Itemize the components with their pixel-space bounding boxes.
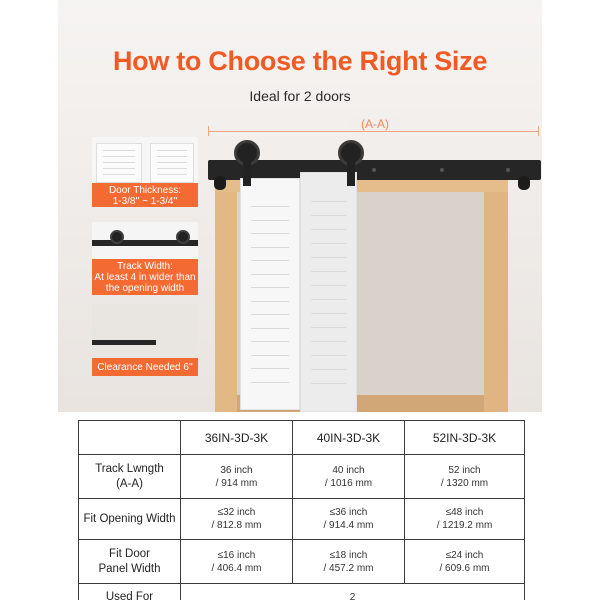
door-louver-slat xyxy=(103,174,135,175)
table-cell xyxy=(405,540,525,584)
door-louver-slat xyxy=(251,287,289,288)
door-louver-slat xyxy=(311,215,346,216)
door-louver-slat xyxy=(157,150,187,151)
table-header-cell: 36IN-3D-3K xyxy=(181,421,293,455)
hanger-wheel-left xyxy=(234,140,260,186)
bifold-door-panel-left xyxy=(240,178,300,410)
door-louver-slat xyxy=(157,168,187,169)
track-length-measure-line xyxy=(208,131,538,132)
door-louver-slat xyxy=(311,257,346,258)
door-louver-slat xyxy=(103,150,135,151)
door-louver-slat xyxy=(311,285,346,286)
door-louver-slat xyxy=(251,314,289,315)
cell-line: 40 inch xyxy=(332,464,365,476)
door-frame-left xyxy=(215,182,237,412)
door-louver-slat xyxy=(251,341,289,342)
card-label-line: At least 4 in wider than xyxy=(94,272,196,283)
cell-line: / 457.2 mm xyxy=(323,562,374,574)
door-louver-slat xyxy=(251,206,289,207)
row-label-line: Fit Opening Width xyxy=(83,512,176,525)
track-sample xyxy=(92,340,156,345)
door-louver-slat xyxy=(251,301,289,302)
table-cell xyxy=(181,540,293,584)
door-louver-slat xyxy=(311,341,346,342)
door-louver-slat xyxy=(251,220,289,221)
door-sample xyxy=(150,143,194,183)
wheel-icon xyxy=(176,230,190,244)
cell-line: / 914.4 mm xyxy=(323,520,374,531)
cell-line: / 1320 mm xyxy=(440,477,489,489)
door-louver-slat xyxy=(157,174,187,175)
door-louver-slat xyxy=(311,355,346,356)
door-louver-slat xyxy=(311,299,346,300)
door-louver-slat xyxy=(251,355,289,356)
clearance-label: Clearance Needed 6'' xyxy=(92,358,198,376)
door-louver-slat xyxy=(311,369,346,370)
cell-line: / 914 mm xyxy=(215,477,258,489)
table-header-cell: 52IN-3D-3K xyxy=(405,421,525,455)
door-louver-slat xyxy=(311,271,346,272)
table-row xyxy=(79,584,525,600)
door-louver-slat xyxy=(311,383,346,384)
table-header-row xyxy=(79,421,525,455)
door-louver-slat xyxy=(251,260,289,261)
cell-line: ≤48 inch xyxy=(445,507,484,518)
row-label xyxy=(79,540,181,584)
clearance-photo xyxy=(92,304,198,358)
cell-line: 52 inch xyxy=(448,464,481,476)
hanger-strap xyxy=(347,160,355,186)
table-cell xyxy=(293,540,405,584)
track-bolt xyxy=(506,168,510,172)
door-louver-slat xyxy=(311,313,346,314)
table-cell xyxy=(293,499,405,540)
door-louver-slat xyxy=(103,168,135,169)
door-louver-slat xyxy=(103,162,135,163)
cell-line: / 1016 mm xyxy=(324,477,373,489)
door-louver-slat xyxy=(311,327,346,328)
cell-line: / 1219.2 mm xyxy=(436,520,493,531)
table-header-cell: 40IN-3D-3K xyxy=(293,421,405,455)
track-bolt xyxy=(440,168,444,172)
cell-line: / 406.4 mm xyxy=(211,562,262,574)
row-label xyxy=(79,584,181,600)
door-thickness-photo xyxy=(92,137,198,183)
row-label-line: Track Lwngth xyxy=(95,462,164,475)
cell-line: ≤36 inch xyxy=(329,507,368,518)
size-table xyxy=(78,420,525,600)
door-sample xyxy=(96,143,142,183)
row-label-line: Panel Width xyxy=(98,562,161,575)
clearance-card xyxy=(92,304,198,376)
track-stopper-left xyxy=(214,176,226,190)
row-label xyxy=(79,499,181,540)
row-label-line: Used For xyxy=(105,591,154,600)
cell-line: ≤32 inch xyxy=(217,507,256,518)
door-louver-slat xyxy=(157,162,187,163)
bifold-door-panel-right xyxy=(300,172,357,412)
table-cell: 2 xyxy=(181,584,525,600)
door-louver-slat xyxy=(251,382,289,383)
track-width-card xyxy=(92,222,198,295)
track-width-photo xyxy=(92,222,198,259)
page-subtitle: Ideal for 2 doors xyxy=(249,88,351,104)
table-cell xyxy=(181,499,293,540)
table-cell xyxy=(405,499,525,540)
track-width-label xyxy=(92,259,198,295)
row-label-line: (A-A) xyxy=(116,477,143,490)
door-louver-slat xyxy=(311,243,346,244)
door-louver-slat xyxy=(103,156,135,157)
measure-tick-right xyxy=(538,126,539,136)
card-label-line: Track Width: xyxy=(117,261,173,272)
table-cell xyxy=(181,455,293,499)
door-louver-slat xyxy=(251,233,289,234)
door-frame-right xyxy=(484,182,508,412)
hanger-strap xyxy=(243,160,251,186)
page-title: How to Choose the Right Size xyxy=(112,46,488,76)
card-label-line: Door Thickness: xyxy=(108,185,182,196)
door-louver-slat xyxy=(311,201,346,202)
door-thickness-label xyxy=(92,183,198,207)
table-row xyxy=(79,499,525,540)
door-thickness-card xyxy=(92,137,198,207)
hanger-wheel-right xyxy=(338,140,364,186)
measure-label: (A-A) xyxy=(350,117,400,131)
door-louver-slat xyxy=(251,247,289,248)
table-cell xyxy=(405,455,525,499)
row-label-line: Fit Door xyxy=(109,547,150,560)
table-row xyxy=(79,540,525,584)
cell-line: 36 inch xyxy=(220,464,253,476)
measure-tick-left xyxy=(208,126,209,136)
door-louver-slat xyxy=(311,229,346,230)
door-louver-slat xyxy=(157,156,187,157)
door-louver-slat xyxy=(251,328,289,329)
card-label-line: 1-3/8'' ~ 1-3/4'' xyxy=(112,196,178,207)
table-cell xyxy=(293,455,405,499)
card-label-line: the opening width xyxy=(105,283,185,294)
cell-line: / 812.8 mm xyxy=(211,520,262,531)
track-bolt xyxy=(372,168,376,172)
row-label xyxy=(79,455,181,499)
cell-line: / 609.6 mm xyxy=(439,562,490,574)
cell-line: ≤24 inch xyxy=(445,549,484,561)
cell-line: ≤16 inch xyxy=(217,549,256,561)
table-row xyxy=(79,455,525,499)
wheel-icon xyxy=(110,230,124,244)
door-louver-slat xyxy=(251,368,289,369)
track-stopper-right xyxy=(518,176,530,190)
cell-line: ≤18 inch xyxy=(329,549,368,561)
door-louver-slat xyxy=(251,274,289,275)
table-header-cell xyxy=(79,421,181,455)
